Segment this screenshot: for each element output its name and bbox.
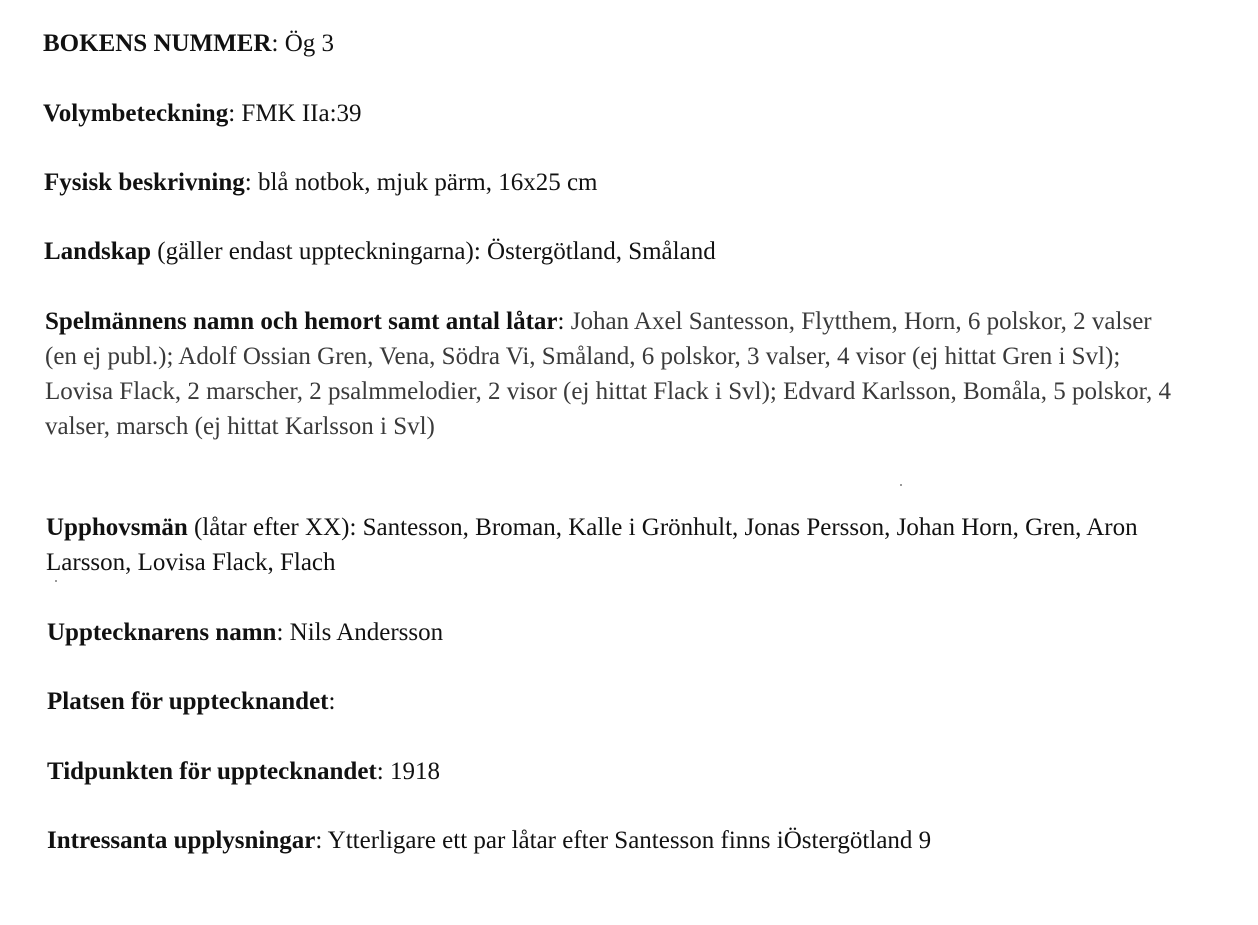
field-recording-date	[47, 754, 440, 789]
field-label: Upphovsmän	[46, 514, 188, 541]
field-originators	[46, 510, 1156, 580]
field-interesting-info	[47, 823, 931, 858]
field-label: Tidpunkten för upptecknandet	[47, 758, 377, 785]
field-label: Fysisk beskrivning	[44, 169, 245, 196]
field-recorder-name	[47, 615, 443, 650]
field-label: Landskap	[44, 238, 152, 265]
field-value: Ög 3	[278, 30, 334, 57]
field-label: Platsen för upptecknandet	[47, 688, 329, 715]
scan-speck	[55, 580, 57, 582]
field-musicians	[45, 304, 1185, 444]
field-label: Spelmännens namn och hemort samt antal låtar	[45, 308, 558, 335]
field-separator: :	[328, 688, 336, 715]
field-value: Östergötland, Småland	[480, 238, 716, 265]
field-province	[44, 234, 716, 269]
field-value: Johan Axel Santesson, Flytthem, Horn, 6 polskor, 2 valser (en ej publ.); Adolf Ossian Gren, Vena, Södra Vi, Småland, 6 polskor, 3 valser, 4 visor (ej hittat Gren i Svl); Lovisa Flack, 2 marscher, 2 psalmmelodier, 2 visor (ej hittat Flack i Svl); Edvard Karlsson, Bomåla, 5 polskor, 4 valser, marsch (ej hittat Karlsson i Svl)	[45, 308, 1171, 440]
field-book-number	[43, 26, 334, 61]
field-value: Nils Andersson	[283, 619, 444, 646]
field-recording-place	[47, 684, 335, 719]
field-label: BOKENS NUMMER	[43, 30, 272, 57]
field-value: blå notbok, mjuk pärm, 16x25 cm	[251, 169, 598, 196]
field-separator: :	[376, 758, 384, 785]
field-separator: :	[244, 169, 252, 196]
field-separator: :	[271, 30, 279, 57]
field-value: Ytterligare ett par låtar efter Santesson finns iÖstergötland 9	[322, 827, 932, 854]
field-label: Volymbeteckning	[43, 100, 229, 127]
field-note: (låtar efter XX)	[187, 514, 350, 541]
field-separator: :	[473, 238, 481, 265]
field-separator: :	[557, 308, 565, 335]
field-separator: :	[228, 100, 236, 127]
field-label: Intressanta upplysningar	[47, 827, 316, 854]
field-physical-description	[44, 165, 598, 200]
field-separator: :	[349, 514, 357, 541]
field-value: FMK IIa:39	[235, 100, 362, 127]
field-separator: :	[315, 827, 323, 854]
field-note: (gäller endast uppteckningarna)	[151, 238, 474, 265]
field-value: Santesson, Broman, Kalle i Grönhult, Jonas Persson, Johan Horn, Gren, Aron Larsson, Lovisa Flack, Flach	[46, 514, 1138, 576]
field-volume-designation	[43, 96, 362, 131]
scan-speck	[900, 484, 902, 486]
field-separator: :	[276, 619, 284, 646]
field-label: Upptecknarens namn	[47, 619, 277, 646]
field-value: 1918	[383, 758, 440, 785]
